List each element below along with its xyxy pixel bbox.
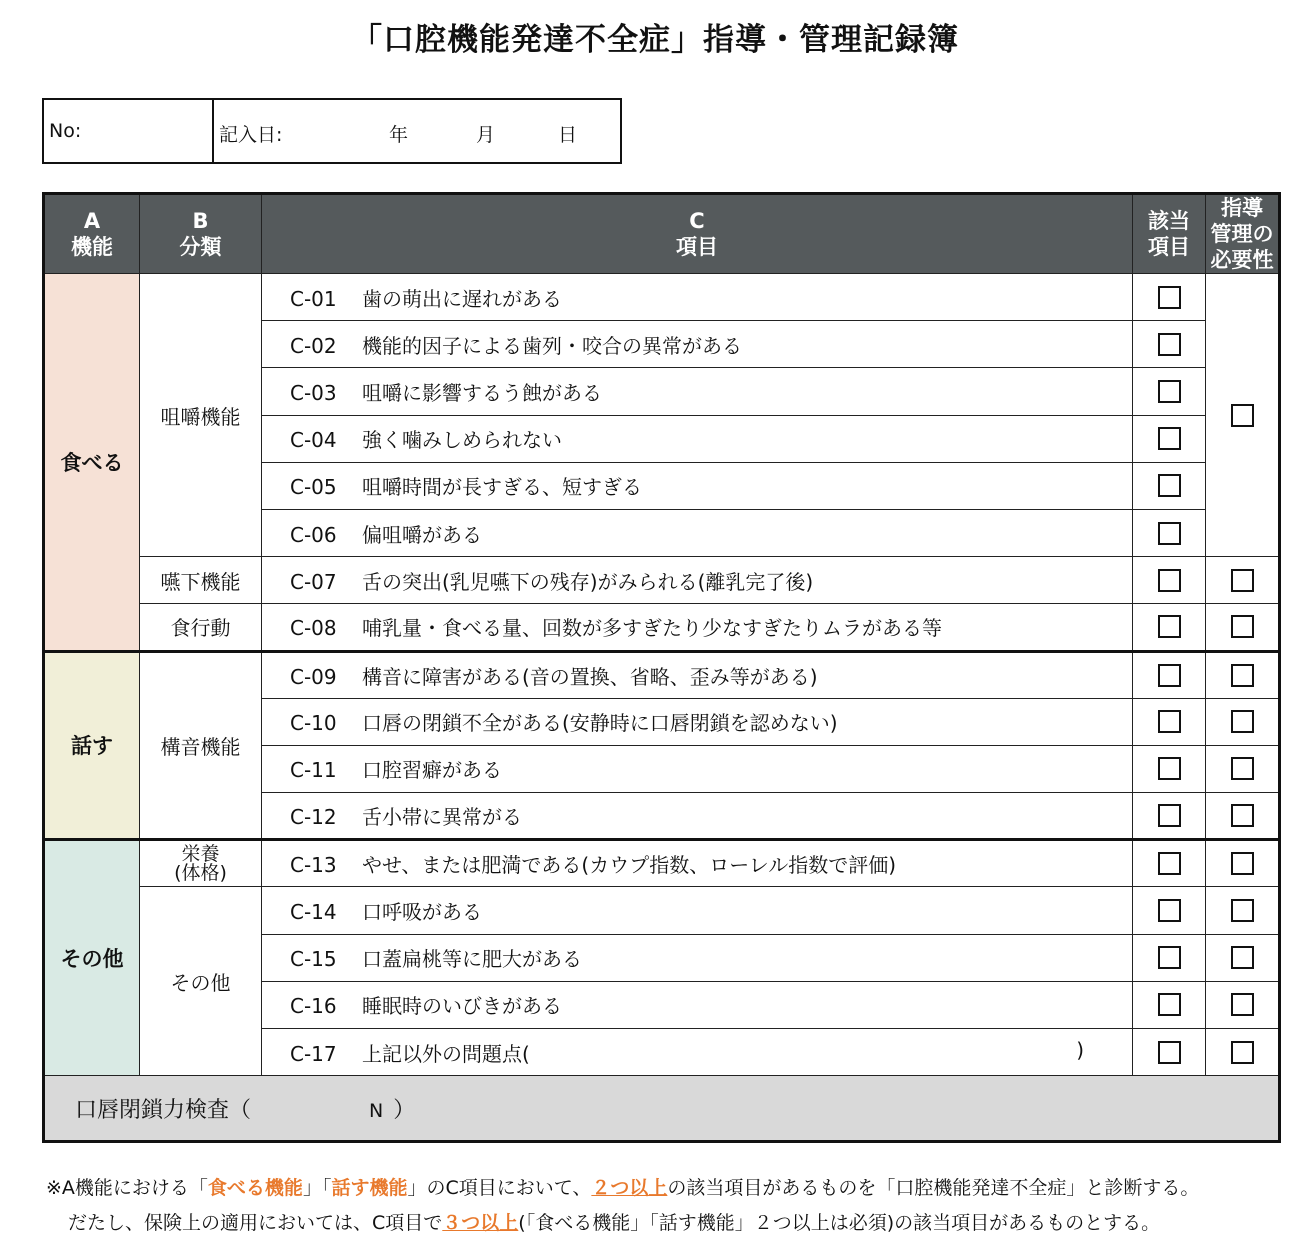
management-checkbox-c11[interactable] xyxy=(1206,745,1280,792)
item-c05: C-05 咀嚼時間が長すぎる、短すぎる xyxy=(262,462,1133,509)
applicable-checkbox-c12[interactable] xyxy=(1133,793,1206,840)
subcategory-eating-behavior: 食行動 xyxy=(140,604,262,651)
management-checkbox-chewing[interactable] xyxy=(1206,274,1280,557)
applicable-checkbox-c02[interactable] xyxy=(1133,321,1206,368)
category-other: その他 xyxy=(44,840,140,1076)
applicable-checkbox-c11[interactable] xyxy=(1133,745,1206,792)
diagnosis-note-line2: だたし、保険上の適用においては、C項目で３つ以上(「食べる機能」「話す機能」２つ以上は必須)の該当項目があるものとする。 xyxy=(68,1212,1161,1234)
applicable-checkbox-c03[interactable] xyxy=(1133,368,1206,415)
applicable-checkbox-c17[interactable] xyxy=(1133,1029,1206,1076)
item-c14: C-14 口呼吸がある xyxy=(262,887,1133,934)
table-row xyxy=(44,274,1280,321)
entry-date-label: 記入日: xyxy=(219,124,283,146)
header-management-need: 指導 管理の 必要性 xyxy=(1206,194,1280,274)
header-classification: B 分類 xyxy=(140,194,262,274)
management-checkbox-c17[interactable] xyxy=(1206,1029,1280,1076)
item-c16: C-16 睡眠時のいびきがある xyxy=(262,981,1133,1028)
item-c11: C-11 口腔習癖がある xyxy=(262,745,1133,792)
entry-date-field[interactable] xyxy=(214,100,620,162)
assessment-table xyxy=(42,192,1281,1143)
table-header xyxy=(44,194,1280,274)
lip-closure-test-field[interactable]: 口唇閉鎖力検査（ N ） xyxy=(44,1076,1280,1142)
applicable-checkbox-c14[interactable] xyxy=(1133,887,1206,934)
subcategory-articulation: 構音機能 xyxy=(140,651,262,840)
header-function: A 機能 xyxy=(44,194,140,274)
management-checkbox-c07[interactable] xyxy=(1206,557,1280,604)
record-info-box xyxy=(42,98,622,164)
item-c13: C-13 やせ、または肥満である(カウプ指数、ローレル指数で評価) xyxy=(262,840,1133,887)
subcategory-swallowing: 嚥下機能 xyxy=(140,557,262,604)
applicable-checkbox-c10[interactable] xyxy=(1133,698,1206,745)
applicable-checkbox-c01[interactable] xyxy=(1133,274,1206,321)
applicable-checkbox-c13[interactable] xyxy=(1133,840,1206,887)
lip-closure-unit: N xyxy=(369,1099,384,1122)
management-checkbox-c08[interactable] xyxy=(1206,604,1280,651)
applicable-checkbox-c04[interactable] xyxy=(1133,415,1206,462)
day-label: 日 xyxy=(558,124,578,146)
item-c01: C-01 歯の萌出に遅れがある xyxy=(262,274,1133,321)
management-checkbox-c16[interactable] xyxy=(1206,981,1280,1028)
subcategory-chewing: 咀嚼機能 xyxy=(140,274,262,557)
header-applicable: 該当 項目 xyxy=(1133,194,1206,274)
applicable-checkbox-c06[interactable] xyxy=(1133,509,1206,556)
item-c03: C-03 咀嚼に影響するう蝕がある xyxy=(262,368,1133,415)
management-checkbox-c10[interactable] xyxy=(1206,698,1280,745)
management-checkbox-c15[interactable] xyxy=(1206,934,1280,981)
lip-closure-test-row xyxy=(44,1076,1280,1142)
subcategory-nutrition: 栄養 (体格) xyxy=(140,840,262,887)
applicable-checkbox-c05[interactable] xyxy=(1133,462,1206,509)
item-c15: C-15 口蓋扁桃等に肥大がある xyxy=(262,934,1133,981)
subcategory-other: その他 xyxy=(140,887,262,1076)
diagnosis-note-line1: ※A機能における「食べる機能」「話す機能」のC項目において、２つ以上の該当項目があるものを「口腔機能発達不全症」と診断する。 xyxy=(46,1177,1200,1199)
item-c12: C-12 舌小帯に異常がる xyxy=(262,793,1133,840)
table-row xyxy=(44,557,1280,604)
applicable-checkbox-c15[interactable] xyxy=(1133,934,1206,981)
item-c04: C-04 強く噛みしめられない xyxy=(262,415,1133,462)
table-row xyxy=(44,651,1280,698)
item-c07: C-07 舌の突出(乳児嚥下の残存)がみられる(離乳完了後) xyxy=(262,557,1133,604)
year-label: 年 xyxy=(389,124,409,146)
applicable-checkbox-c09[interactable] xyxy=(1133,651,1206,698)
table-row xyxy=(44,604,1280,651)
item-c02: C-02 機能的因子による歯列・咬合の異常がある xyxy=(262,321,1133,368)
applicable-checkbox-c07[interactable] xyxy=(1133,557,1206,604)
category-talk: 話す xyxy=(44,651,140,840)
management-checkbox-c12[interactable] xyxy=(1206,793,1280,840)
applicable-checkbox-c08[interactable] xyxy=(1133,604,1206,651)
record-number-label: No: xyxy=(49,120,82,142)
item-c08: C-08 哺乳量・食べる量、回数が多すぎたり少なすぎたりムラがある等 xyxy=(262,604,1133,651)
item-c06: C-06 偏咀嚼がある xyxy=(262,509,1133,556)
table-row xyxy=(44,887,1280,934)
table-row xyxy=(44,840,1280,887)
category-eat: 食べる xyxy=(44,274,140,652)
applicable-checkbox-c16[interactable] xyxy=(1133,981,1206,1028)
item-c10: C-10 口唇の閉鎖不全がある(安静時に口唇閉鎖を認めない) xyxy=(262,698,1133,745)
item-c17[interactable]: C-17 上記以外の問題点( ) xyxy=(262,1029,1133,1076)
month-label: 月 xyxy=(476,124,496,146)
page-title: 「口腔機能発達不全症」指導・管理記録簿 xyxy=(351,22,959,58)
management-checkbox-c14[interactable] xyxy=(1206,887,1280,934)
header-item: C 項目 xyxy=(262,194,1133,274)
management-checkbox-c13[interactable] xyxy=(1206,840,1280,887)
management-checkbox-c09[interactable] xyxy=(1206,651,1280,698)
lip-closure-test-label: 口唇閉鎖力検査（ xyxy=(75,1097,252,1123)
record-number-field[interactable] xyxy=(44,100,214,162)
item-c09: C-09 構音に障害がある(音の置換、省略、歪み等がある) xyxy=(262,651,1133,698)
